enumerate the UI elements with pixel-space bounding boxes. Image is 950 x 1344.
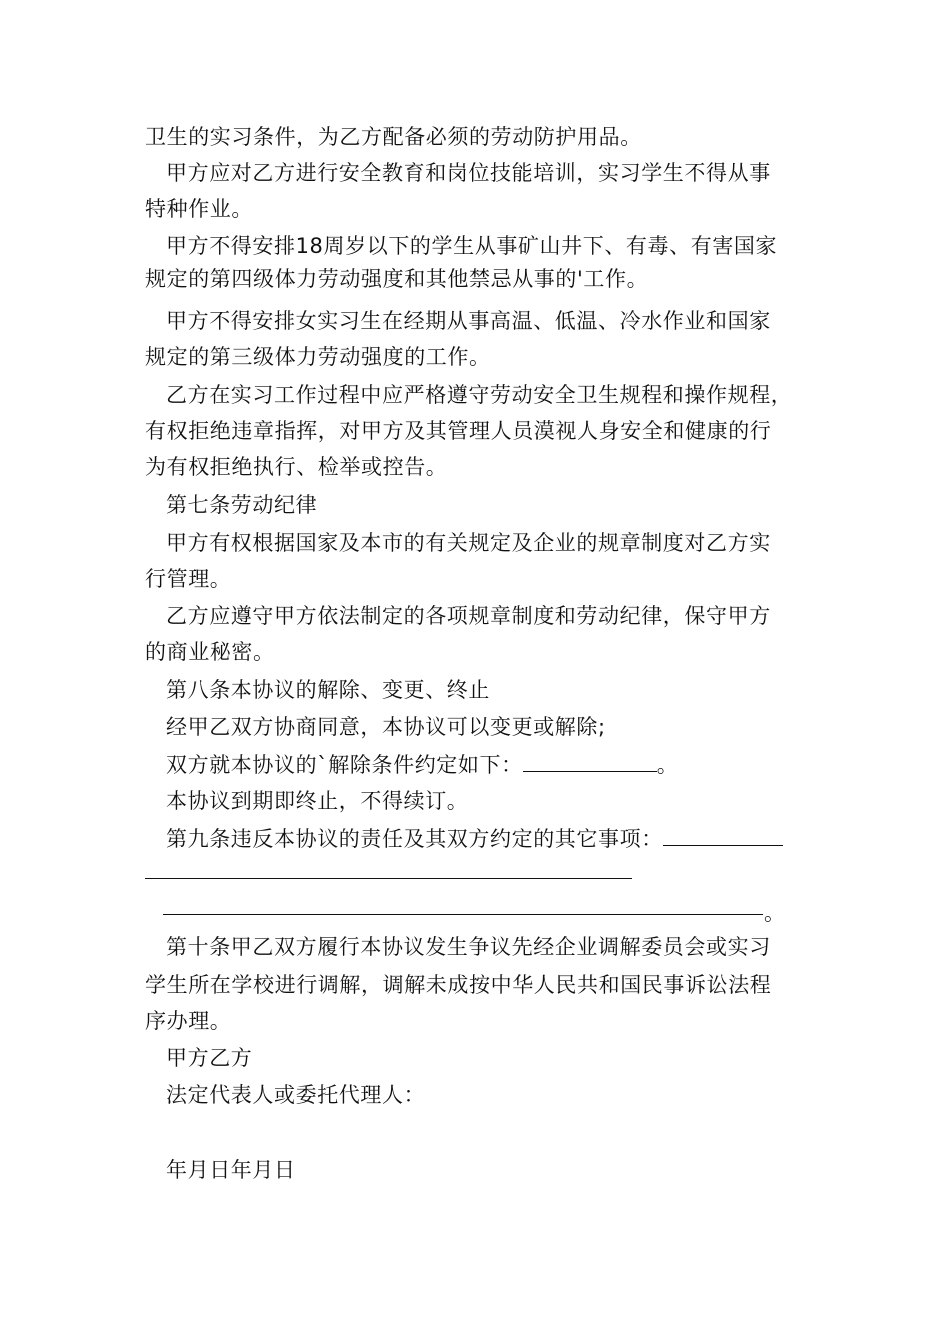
terminal-period: 。 — [764, 901, 786, 925]
terminal-period: 。 — [656, 753, 679, 777]
paragraph-line: 卫生的实习条件，为乙方配备必须的劳动防护用品。 — [145, 125, 642, 149]
article-9-heading: 第九条违反本协议的责任及其双方约定的其它事项： — [166, 827, 663, 851]
paragraph-line: 学生所在学校进行调解，调解未成按中华人民共和国民事诉讼法程 — [145, 973, 772, 997]
parties-line: 甲方乙方 — [166, 1046, 253, 1070]
paragraph-line: 本协议到期即终止，不得续订。 — [166, 789, 469, 813]
paragraph-line: 规定的第三级体力劳动强度的工作。 — [145, 345, 491, 369]
paragraph-line: 甲方应对乙方进行安全教育和岗位技能培训，实习学生不得从事 — [166, 161, 771, 185]
paragraph-line: 经甲乙双方协商同意，本协议可以变更或解除; — [166, 715, 606, 739]
date-line: 年月日年月日 — [166, 1158, 296, 1182]
article-7-heading: 第七条劳动纪律 — [166, 493, 318, 517]
representative-line: 法定代表人或委托代理人： — [166, 1083, 426, 1107]
paragraph-line: 规定的第四级体力劳动强度和其他禁忌从事的'工作。 — [145, 267, 649, 291]
termination-conditions-label: 双方就本协议的`解除条件约定如下： — [166, 753, 523, 777]
article-9-blank-line-2[interactable] — [145, 878, 632, 879]
article-8-heading: 第八条本协议的解除、变更、终止 — [166, 678, 490, 702]
paragraph-line: 行管理。 — [145, 567, 232, 591]
termination-conditions-blank[interactable] — [523, 749, 657, 772]
paragraph-line: 甲方有权根据国家及本市的有关规定及企业的规章制度对乙方实 — [166, 531, 771, 555]
paragraph-line: 第十条甲乙双方履行本协议发生争议先经企业调解委员会或实习 — [166, 935, 771, 959]
paragraph-line: 序办理。 — [145, 1009, 232, 1033]
article-9-line — [166, 823, 783, 854]
paragraph-line: 特种作业。 — [145, 197, 253, 221]
paragraph-line: 乙方在实习工作过程中应严格遵守劳动安全卫生规程和操作规程， — [166, 383, 793, 407]
paragraph-line: 甲方不得安排女实习生在经期从事高温、低温、冷水作业和国家 — [166, 309, 771, 333]
paragraph-line: 的商业秘密。 — [145, 640, 275, 664]
paragraph-line: 乙方应遵守甲方依法制定的各项规章制度和劳动纪律，保守甲方 — [166, 604, 771, 628]
paragraph-line: 为有权拒绝执行、检举或控告。 — [145, 455, 448, 479]
article-9-blank-line-3[interactable] — [163, 914, 763, 915]
paragraph-line: 甲方不得安排18周岁以下的学生从事矿山井下、有毒、有害国家 — [166, 234, 778, 258]
termination-conditions-line — [166, 749, 678, 780]
article-9-blank[interactable] — [663, 823, 783, 846]
paragraph-line: 有权拒绝违章指挥，对甲方及其管理人员漠视人身安全和健康的行 — [145, 419, 772, 443]
